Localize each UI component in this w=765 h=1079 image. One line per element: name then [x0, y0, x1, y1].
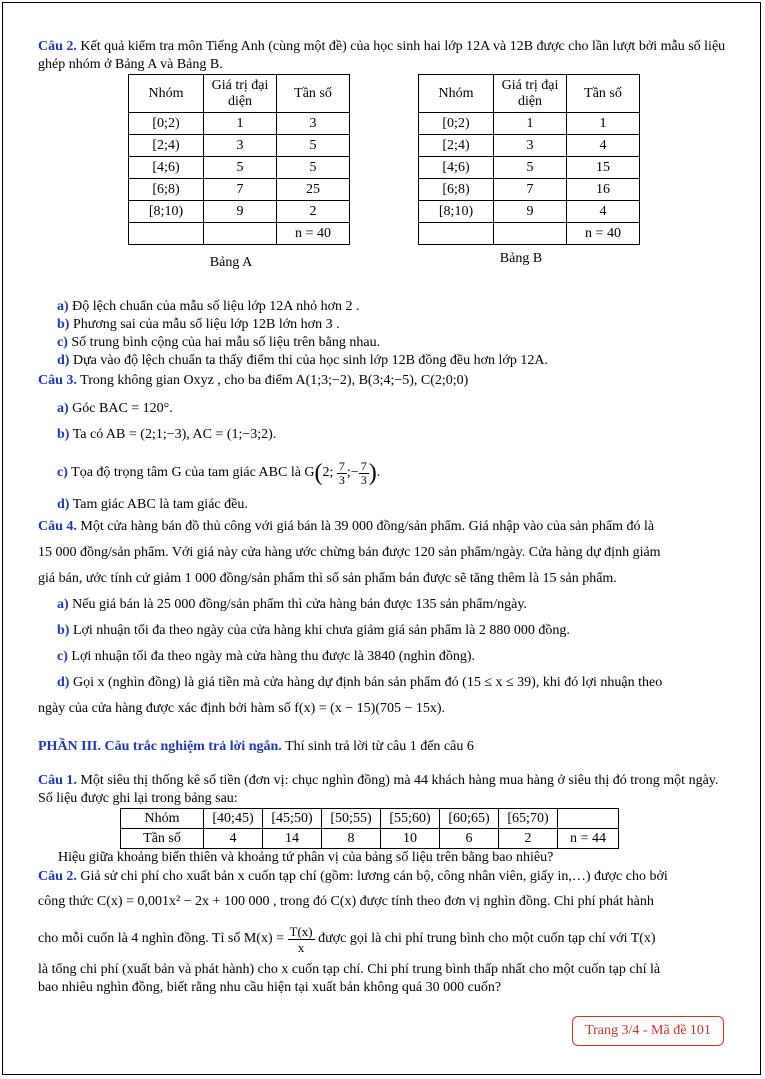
table-cell: 15 [567, 157, 640, 179]
table-cell [419, 223, 494, 245]
table-cell: 5 [277, 157, 350, 179]
table-b [418, 74, 640, 245]
table-cell: [0;2) [419, 113, 494, 135]
table-cell: [6;8) [419, 179, 494, 201]
page-footer: Trang 3/4 - Mã đề 101 [572, 1016, 724, 1046]
table-cell: [6;8) [129, 179, 204, 201]
table-cell: 7 [204, 179, 277, 201]
table-cell: 7 [494, 179, 567, 201]
question-3-intro: Câu 3. Trong không gian Oxyz , cho ba điểm A(1;3;−2), B(3;4;−5), C(2;0;0) [38, 373, 469, 388]
table-cell: [4;6) [129, 157, 204, 179]
part-3-heading: PHẦN III. Câu trắc nghiệm trả lời ngắn. Thí sinh trả lời từ câu 1 đến câu 6 [38, 739, 474, 755]
table-cell: 3 [204, 135, 277, 157]
table-cell: 10 [381, 829, 440, 849]
header-group: Nhóm [419, 75, 494, 113]
table-cell: 4 [204, 829, 263, 849]
q3-option-d: d) Tam giác ABC là tam giác đều. [57, 497, 248, 513]
table-cell: [50;55) [322, 809, 381, 829]
table-cell: n = 44 [558, 829, 619, 849]
table-row [121, 809, 619, 829]
table-cell: 5 [494, 157, 567, 179]
p3q2-line-4: là tổng chi phí (xuất bản và phát hành) cho x cuốn tạp chí. Chi phí trung bình thấp nhất cho một cuốn tạp chí là [38, 962, 661, 978]
q4-option-c: c) Lợi nhuận tối đa theo ngày mà cửa hàng thu được là 3840 (nghìn đồng). [57, 649, 476, 665]
header-frequency: Tần số [567, 75, 640, 113]
table-row [129, 223, 350, 245]
table-cell [558, 809, 619, 829]
q4-option-a: a) Nếu giá bán là 25 000 đồng/sản phẩm thì cửa hàng bán được 135 sản phẩm/ngày. [57, 597, 527, 613]
question-2-intro: Câu 2. Kết quả kiểm tra môn Tiếng Anh (cùng một đề) của học sinh hai lớp 12A và 12B được cho lần lượt bởi mẫu số liệu ghép nhóm ở Bảng A và Bảng B. [38, 39, 726, 72]
table-cell: [0;2) [129, 113, 204, 135]
table-cell [204, 223, 277, 245]
table-b-caption: Bảng B [499, 251, 543, 266]
table-cell: 2 [277, 201, 350, 223]
table-cell: [40;45) [204, 809, 263, 829]
table-cell: [65;70) [499, 809, 558, 829]
q3-option-b: b) Ta có AB = (2;1;−3), AC = (1;−3;2). [57, 427, 277, 442]
table-cell: 25 [277, 179, 350, 201]
table-row [419, 179, 640, 201]
table-cell: 1 [494, 113, 567, 135]
q4-line-2: 15 000 đồng/sản phẩm. Với giá này cửa hàng ước chừng bán được 120 sản phẩm/ngày. Cửa hàng dự định giảm [38, 545, 661, 561]
table-row [129, 157, 350, 179]
table-cell: 2 [499, 829, 558, 849]
table-cell: [4;6) [419, 157, 494, 179]
table-row [129, 179, 350, 201]
table-cell: 4 [567, 135, 640, 157]
table-row [129, 113, 350, 135]
q4-line-3: giá bán, ước tính cứ giảm 1 000 đồng/sản phẩm thì số sản phẩm bán được sẽ tăng thêm là 15 sản phẩm. [38, 571, 617, 587]
part3-question-2 [38, 867, 726, 997]
q4-option-d: d) Gọi x (nghìn đồng) là giá tiền mà cửa hàng dự định bán sản phẩm đó (15 ≤ x ≤ 39), khi đó lợi nhuận theo [57, 675, 663, 691]
table-cell: n = 40 [277, 223, 350, 245]
fraction-mx: $\frac{T(x)}{x}$ [289, 923, 313, 955]
q2-option-c: c) Số trung bình cộng của hai mẫu số liệu trên bằng nhau. [57, 335, 381, 350]
fraction-1: $\frac{7}{3}$ [338, 458, 345, 487]
q2-option-d: d) Dựa vào độ lệch chuẩn ta thấy điểm thi của học sinh lớp 12B đồng đều hơn lớp 12A. [57, 353, 548, 368]
table-cell: 8 [322, 829, 381, 849]
q4-line-1: Câu 4. Một cửa hàng bán đồ thủ công với giá bán là 39 000 đồng/sản phẩm. Giá nhập vào của sản phẩm đó là [38, 519, 655, 535]
table-cell: 9 [494, 201, 567, 223]
q2-option-a: a) Độ lệch chuẩn của mẫu số liệu lớp 12A nhỏ hơn 2 . [57, 299, 360, 314]
q3-option-c: c) Tọa độ trọng tâm G của tam giác ABC là G(2; $\frac{7}{3}$ ;− $\frac{7}{3}$ ). [57, 458, 381, 487]
table-cell: 16 [567, 179, 640, 201]
table-cell: [8;10) [419, 201, 494, 223]
frequency-table [120, 808, 619, 849]
table-cell: 9 [204, 201, 277, 223]
p3q2-line-2: công thức C(x) = 0,001x² − 2x + 100 000 , trong đó C(x) được tính theo đơn vị nghìn đồng. Chi phí phát hành [38, 894, 654, 910]
table-cell: [45;50) [263, 809, 322, 829]
table-row [419, 201, 640, 223]
table-cell: Nhóm [121, 809, 204, 829]
fraction-2: $\frac{7}{3}$ [360, 458, 367, 487]
table-row [129, 201, 350, 223]
question-4 [38, 514, 726, 722]
table-a [128, 74, 350, 245]
table-cell: [2;4) [419, 135, 494, 157]
table-b-block [418, 74, 640, 267]
part3-question-1: Câu 1. Một siêu thị thống kê số tiền (đơn vị: chục nghìn đồng) mà 44 khách hàng mua hàng ở siêu thị đó trong một ngày. Số liệu được ghi lại trong bảng sau: [38, 773, 719, 807]
table-cell: n = 40 [567, 223, 640, 245]
table-cell: [60;65) [440, 809, 499, 829]
tables-area [38, 74, 726, 292]
q4-option-d-cont: ngày của cửa hàng được xác định bởi hàm số f(x) = (x − 15)(705 − 15x). [38, 701, 446, 717]
table-row [419, 135, 640, 157]
table-cell: [2;4) [129, 135, 204, 157]
table-cell: 14 [263, 829, 322, 849]
p3q2-line-1: Câu 2. Giả sử chi phí cho xuất bản x cuốn tạp chí (gồm: lương cán bộ, công nhân viên, giấy in,…) được cho bởi [38, 869, 668, 885]
q3-option-a: a) Góc BAC = 120°. [57, 401, 173, 416]
table-cell: [8;10) [129, 201, 204, 223]
part3-question-1-ask: Hiệu giữa khoảng biến thiên và khoảng tứ phân vị của bảng số liệu trên bằng bao nhiêu? [58, 850, 554, 866]
table-cell: Tần số [121, 829, 204, 849]
q2-option-b: b) Phương sai của mẫu số liệu lớp 12B lớn hơn 3 . [57, 317, 340, 332]
table-cell: 1 [567, 113, 640, 135]
table-row [121, 829, 619, 849]
table-a-block [128, 74, 350, 271]
table-row [419, 223, 640, 245]
p3q2-line-5: bao nhiêu nghìn đồng, biết rằng nhu cầu hiện tại xuất bản không quá 30 000 cuốn? [38, 980, 502, 996]
table-cell: 6 [440, 829, 499, 849]
page-content [38, 38, 726, 997]
table-a-caption: Bảng A [209, 255, 253, 270]
header-value: Giá trị đại diện [494, 75, 567, 113]
table-cell [129, 223, 204, 245]
header-group: Nhóm [129, 75, 204, 113]
header-value: Giá trị đại diện [204, 75, 277, 113]
table-cell: 5 [204, 157, 277, 179]
table-cell: 5 [277, 135, 350, 157]
table-cell: 3 [494, 135, 567, 157]
table-cell: 1 [204, 113, 277, 135]
q4-option-b: b) Lợi nhuận tối đa theo ngày của cửa hàng khi chưa giảm giá sản phẩm là 2 880 000 đồng. [57, 623, 570, 639]
table-cell: [55;60) [381, 809, 440, 829]
table-cell [494, 223, 567, 245]
p3q2-line-3: cho mỗi cuốn là 4 nghìn đồng. Tỉ số M(x) = $\frac{T(x)}{x}$ được gọi là chi phí trung bình cho một cuốn tạp chí với T(x) [38, 923, 656, 955]
table-row [129, 135, 350, 157]
table-cell: 3 [277, 113, 350, 135]
table-row [419, 157, 640, 179]
table-cell: 4 [567, 201, 640, 223]
header-frequency: Tần số [277, 75, 350, 113]
table-row [419, 113, 640, 135]
